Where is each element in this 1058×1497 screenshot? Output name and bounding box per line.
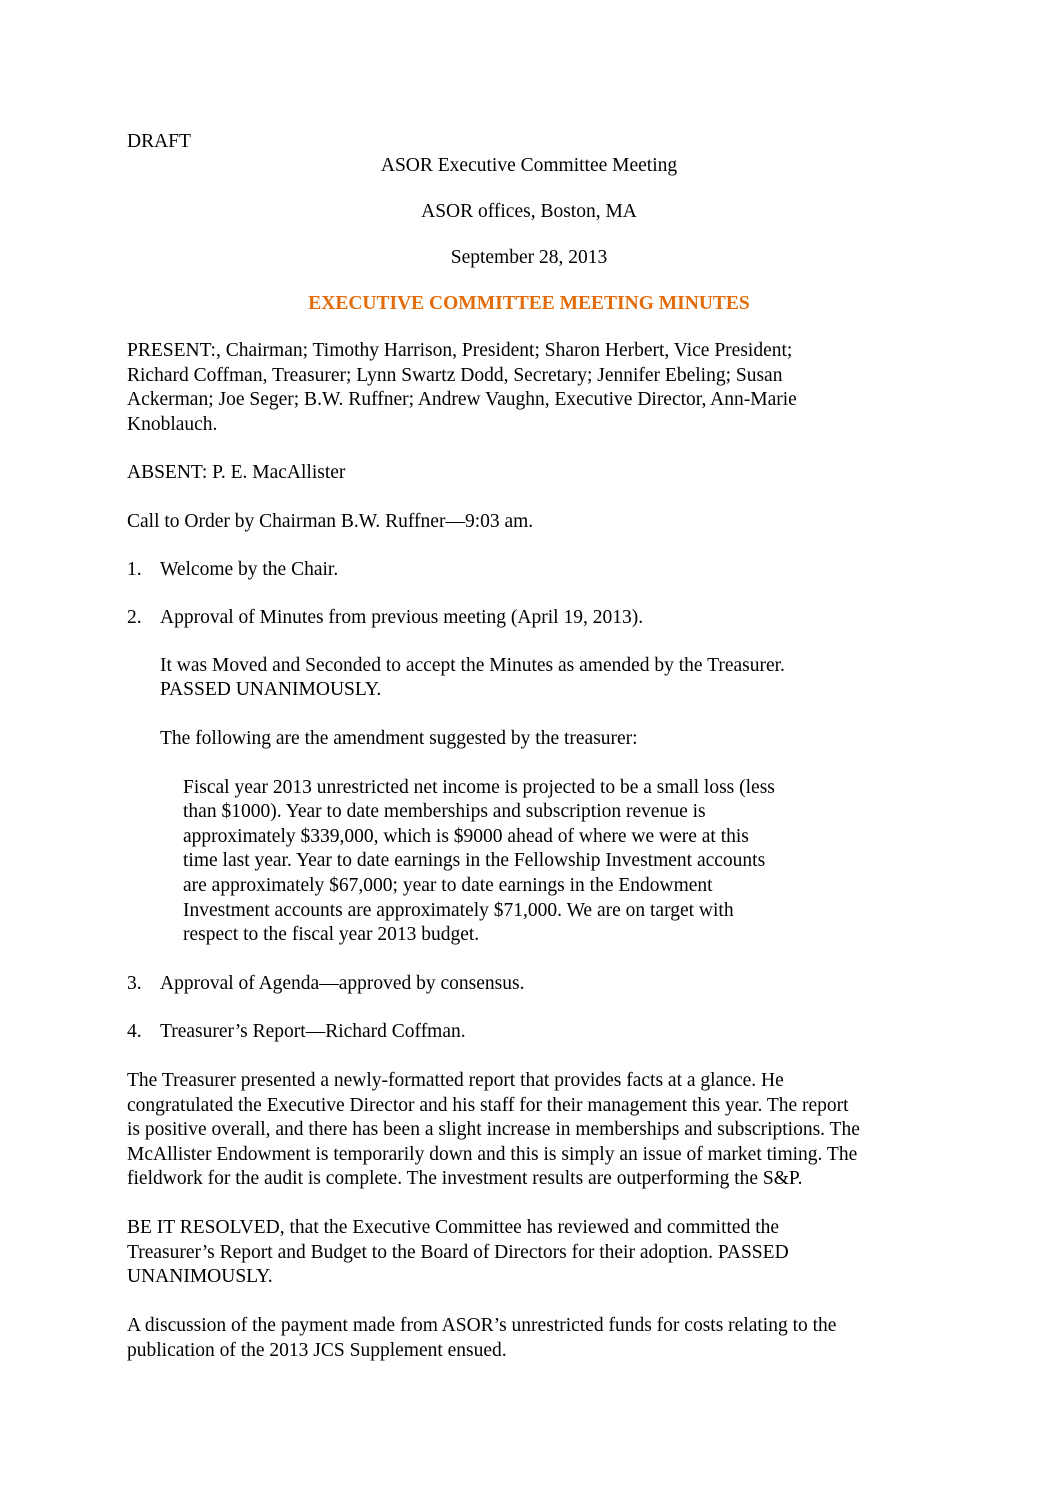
present-line: PRESENT:, Chairman; Timothy Harrison, President; Sharon Herbert, Vice President;	[127, 340, 793, 361]
report-line: is positive overall, and there has been a slight increase in memberships and subscriptions. The	[127, 1119, 860, 1140]
report-line: congratulated the Executive Director and his staff for their management this year. The report	[127, 1095, 849, 1116]
item-number: 3.	[127, 973, 142, 994]
resolution-line: Treasurer’s Report and Budget to the Board of Directors for their adoption. PASSED	[127, 1242, 789, 1263]
amendment-line: respect to the fiscal year 2013 budget.	[183, 924, 480, 945]
meeting-date: September 28, 2013	[450, 247, 608, 268]
draft-label: DRAFT	[127, 131, 191, 152]
item-number: 1.	[127, 559, 142, 580]
item-text: Approval of Minutes from previous meeting (April 19, 2013).	[160, 607, 644, 628]
amendment-line: than $1000). Year to date memberships and subscription revenue is	[183, 801, 706, 822]
amendment-line: time last year. Year to date earnings in the Fellowship Investment accounts	[183, 850, 766, 871]
call-to-order: Call to Order by Chairman B.W. Ruffner—9:03 am.	[127, 511, 534, 532]
minutes-heading: EXECUTIVE COMMITTEE MEETING MINUTES	[308, 293, 750, 314]
item-number: 2.	[127, 607, 142, 628]
item-text: Approval of Agenda—approved by consensus.	[160, 973, 525, 994]
present-line: Richard Coffman, Treasurer; Lynn Swartz Dodd, Secretary; Jennifer Ebeling; Susan	[127, 365, 783, 386]
motion-line: PASSED UNANIMOUSLY.	[160, 679, 382, 700]
report-line: The Treasurer presented a newly-formatted report that provides facts at a glance. He	[127, 1070, 784, 1091]
present-line: Knoblauch.	[127, 414, 218, 435]
present-line: Ackerman; Joe Seger; B.W. Ruffner; Andrew Vaughn, Executive Director, Ann-Marie	[127, 389, 797, 410]
absent-line: ABSENT: P. E. MacAllister	[127, 462, 346, 483]
amendment-line: Fiscal year 2013 unrestricted net income is projected to be a small loss (less	[183, 777, 775, 798]
item-number: 4.	[127, 1021, 142, 1042]
resolution-line: UNANIMOUSLY.	[127, 1266, 273, 1287]
item-text: Welcome by the Chair.	[160, 559, 339, 580]
motion-line: It was Moved and Seconded to accept the Minutes as amended by the Treasurer.	[160, 655, 785, 676]
amendment-line: are approximately $67,000; year to date earnings in the Endowment	[183, 875, 713, 896]
amendment-line: approximately $339,000, which is $9000 ahead of where we were at this	[183, 826, 749, 847]
item-text: Treasurer’s Report—Richard Coffman.	[160, 1021, 466, 1042]
discussion-line: publication of the 2013 JCS Supplement ensued.	[127, 1340, 507, 1361]
meeting-location: ASOR offices, Boston, MA	[421, 201, 637, 222]
discussion-line: A discussion of the payment made from ASOR’s unrestricted funds for costs relating to the	[127, 1315, 837, 1336]
meeting-title: ASOR Executive Committee Meeting	[380, 155, 678, 176]
amendment-line: Investment accounts are approximately $71,000. We are on target with	[183, 900, 734, 921]
amendment-intro: The following are the amendment suggested by the treasurer:	[160, 728, 638, 749]
resolution-line: BE IT RESOLVED, that the Executive Committee has reviewed and committed the	[127, 1217, 780, 1238]
report-line: McAllister Endowment is temporarily down and this is simply an issue of market timing. The	[127, 1144, 858, 1165]
report-line: fieldwork for the audit is complete. The investment results are outperforming the S&P.	[127, 1168, 803, 1189]
